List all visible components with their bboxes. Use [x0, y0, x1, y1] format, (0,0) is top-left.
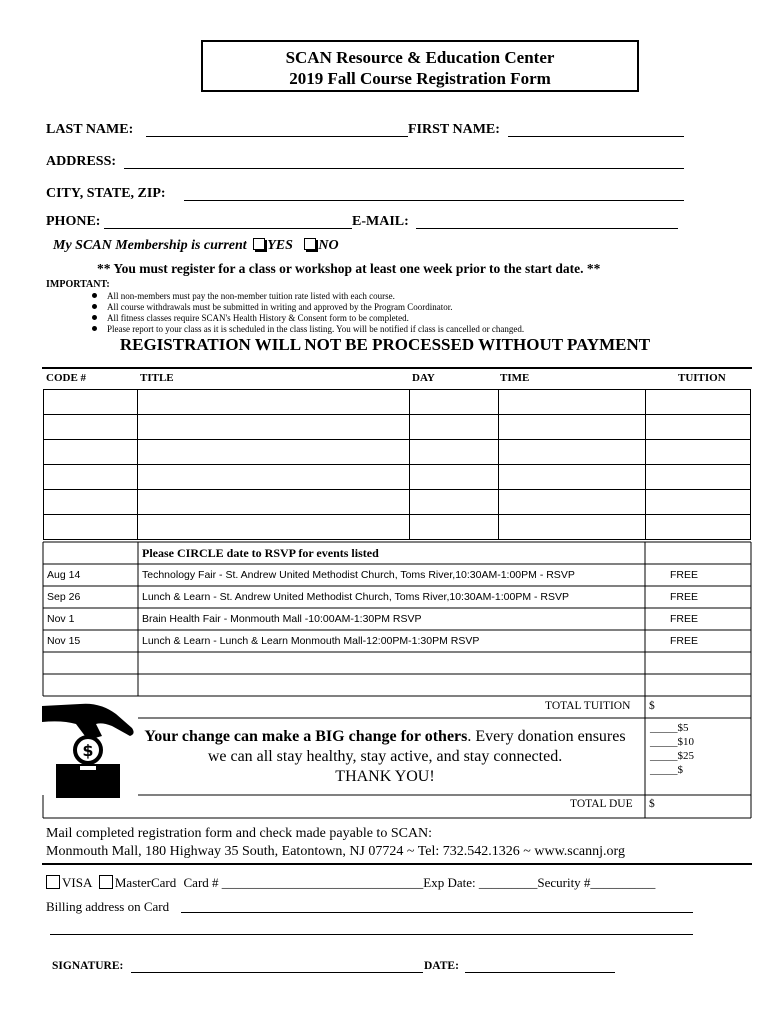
billing-label: Billing address on Card	[46, 899, 170, 914]
phone-label: PHONE:	[46, 214, 101, 229]
total-due-input[interactable]: $	[649, 798, 655, 810]
mail-instructions	[46, 825, 625, 861]
mail-line-1: Mail completed registration form and check made payable to SCAN:	[46, 826, 433, 841]
event-title: Brain Health Fair - Monmouth Mall -10:00AM-1:30PM RSVP	[142, 613, 422, 625]
donation-amount-25[interactable]: _____$25	[650, 750, 694, 762]
title-line-1: SCAN Resource & Education Center	[285, 48, 555, 67]
date-input[interactable]	[465, 972, 615, 973]
last-name-label: LAST NAME:	[46, 122, 134, 137]
mail-divider	[42, 863, 752, 865]
card-details[interactable]: Card # _______________________________Exp Date: _________Security #__________	[183, 875, 656, 890]
registration-deadline-notice: ** You must register for a class or workshop at least one week prior to the start date. **	[97, 261, 601, 276]
event-price: FREE	[670, 635, 699, 647]
donation-message-rest: . Every donation ensures we can all stay healthy, stay active, and stay connected.	[207, 728, 626, 765]
mastercard-label: MasterCard	[114, 875, 177, 890]
donation-thanks: THANK YOU!	[335, 768, 435, 785]
col-header-day: DAY	[412, 372, 435, 384]
event-date[interactable]: Nov 15	[47, 635, 81, 647]
important-item: Please report to your class as it is scheduled in the class listing. You will be notified if class is cancelled or changed.	[92, 324, 524, 334]
membership-label: My SCAN Membership is current	[53, 238, 247, 253]
no-label: NO	[318, 238, 339, 253]
billing-input[interactable]	[181, 912, 693, 913]
signature-label: SIGNATURE:	[52, 960, 124, 972]
event-date[interactable]: Aug 14	[47, 569, 81, 581]
event-title: Technology Fair - St. Andrew United Methodist Church, Toms River,10:30AM-1:00PM - RSVP	[142, 569, 575, 581]
event-price: FREE	[670, 613, 699, 625]
donation-coin-icon	[40, 702, 138, 800]
important-item: All fitness classes require SCAN's Health History & Consent form to be completed.	[92, 313, 409, 323]
donation-amount-other[interactable]: _____$	[650, 764, 683, 776]
billing-input-line-2[interactable]	[50, 934, 693, 935]
mail-line-2: Monmouth Mall, 180 Highway 35 South, Eatontown, NJ 07724 ~ Tel: 732.542.1326 ~ www.scannj.org	[46, 844, 625, 859]
title-line-2: 2019 Fall Course Registration Form	[289, 69, 551, 88]
event-date[interactable]: Nov 1	[47, 613, 75, 625]
visa-label: VISA	[62, 875, 92, 890]
event-price: FREE	[670, 569, 699, 581]
donation-amount-10[interactable]: _____$10	[650, 736, 694, 748]
city-state-zip-label: CITY, STATE, ZIP:	[46, 186, 166, 201]
yes-label: YES	[267, 238, 293, 253]
event-title: Lunch & Learn - St. Andrew United Methodist Church, Toms River,10:30AM-1:00PM - RSVP	[142, 591, 570, 603]
total-tuition-label: TOTAL TUITION	[545, 700, 631, 712]
visa-checkbox[interactable]	[46, 875, 60, 889]
card-row	[46, 875, 655, 891]
first-name-label: FIRST NAME:	[408, 122, 500, 137]
payment-required-note: REGISTRATION WILL NOT BE PROCESSED WITHOUT PAYMENT	[119, 335, 651, 354]
col-header-code: CODE #	[46, 372, 87, 384]
date-label: DATE:	[424, 960, 459, 972]
billing-row	[46, 899, 169, 915]
important-label: IMPORTANT:	[46, 279, 110, 290]
total-tuition-input[interactable]: $	[649, 700, 655, 712]
important-item: All course withdrawals must be submitted in writing and approved by the Program Coordinator.	[92, 302, 452, 312]
col-header-time: TIME	[500, 372, 530, 384]
col-header-tuition: TUITION	[678, 372, 726, 384]
donation-message-bold: Your change can make a BIG change for others	[144, 728, 468, 745]
email-label: E-MAIL:	[352, 214, 409, 229]
donation-amount-5[interactable]: _____$5	[650, 722, 689, 734]
signature-input[interactable]	[131, 972, 423, 973]
address-label: ADDRESS:	[46, 154, 117, 169]
mastercard-checkbox[interactable]	[99, 875, 113, 889]
events-heading: Please CIRCLE date to RSVP for events listed	[142, 546, 379, 560]
col-header-title: TITLE	[140, 372, 174, 384]
total-due-label: TOTAL DUE	[570, 798, 633, 810]
important-item: All non-members must pay the non-member tuition rate listed with each course.	[92, 291, 395, 301]
donation-message	[140, 727, 630, 787]
svg-text:$: $	[82, 741, 94, 760]
event-price: FREE	[670, 591, 699, 603]
event-date[interactable]: Sep 26	[47, 591, 81, 603]
event-title: Lunch & Learn - Lunch & Learn Monmouth Mall-12:00PM-1:30PM RSVP	[142, 635, 480, 647]
